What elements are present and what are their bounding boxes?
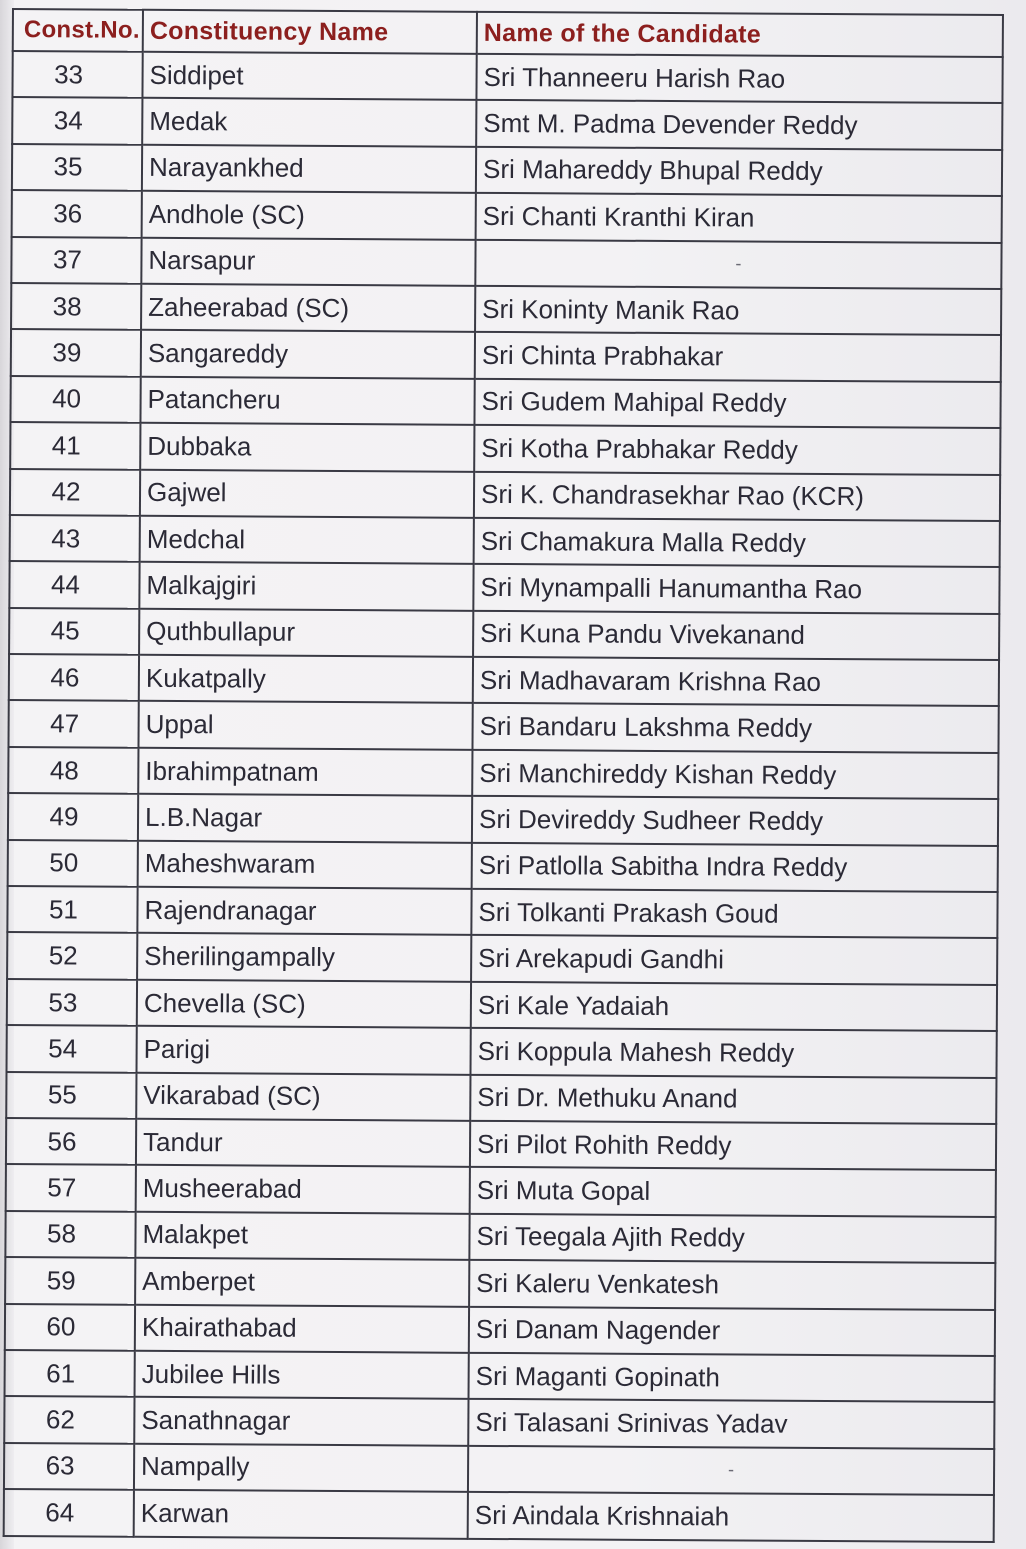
table-row xyxy=(9,654,999,706)
constituency-name-cell: Zaheerabad (SC) xyxy=(141,284,475,332)
constituency-name-cell: Amberpet xyxy=(135,1258,469,1306)
table-row xyxy=(6,1118,996,1170)
const-no-cell: 51 xyxy=(7,886,137,933)
candidate-name-cell: Sri Chamakura Malla Reddy xyxy=(474,518,1000,568)
table-row xyxy=(4,1396,994,1448)
table-row xyxy=(9,561,999,613)
constituency-name-cell: Narayankhed xyxy=(142,145,476,193)
constituency-name-cell: Rajendranagar xyxy=(137,887,471,935)
const-no-cell: 48 xyxy=(8,747,138,794)
candidate-name-cell: Sri Kaleru Venkatesh xyxy=(469,1260,995,1310)
const-no-cell: 47 xyxy=(8,700,138,747)
const-no-cell: 50 xyxy=(8,840,138,887)
table-row xyxy=(10,469,1000,521)
table-row xyxy=(5,1257,995,1309)
const-no-cell: 42 xyxy=(10,469,140,516)
const-no-cell: 36 xyxy=(12,190,142,237)
table-row xyxy=(7,932,997,984)
candidate-list-sheet xyxy=(3,8,1002,1543)
constituency-name-cell: Sanathnagar xyxy=(134,1397,468,1445)
const-no-cell: 44 xyxy=(9,561,139,608)
constituency-name-cell: Chevella (SC) xyxy=(137,980,471,1028)
const-no-cell: 40 xyxy=(10,376,140,423)
table-row xyxy=(4,1443,994,1495)
const-no-cell: 55 xyxy=(6,1072,136,1119)
table-row xyxy=(6,1164,996,1216)
header-row xyxy=(13,9,1003,57)
const-no-cell: 45 xyxy=(9,608,139,655)
const-no-cell: 39 xyxy=(11,329,141,376)
constituency-name-cell: L.B.Nagar xyxy=(138,794,472,842)
candidate-name-cell: Sri Kale Yadaiah xyxy=(471,982,997,1032)
const-no-cell: 35 xyxy=(12,144,142,191)
candidate-name-cell: Sri Talasani Srinivas Yadav xyxy=(468,1399,994,1449)
header-const-no: Const.No. xyxy=(13,9,143,52)
candidate-name-cell: Sri Dr. Methuku Anand xyxy=(470,1074,996,1124)
constituency-name-cell: Maheshwaram xyxy=(138,840,472,888)
const-no-cell: 52 xyxy=(7,932,137,979)
table-row xyxy=(8,793,998,845)
constituency-name-cell: Dubbaka xyxy=(140,423,474,471)
candidate-name-cell: Sri Aindala Krishnaiah xyxy=(468,1492,994,1542)
const-no-cell: 54 xyxy=(7,1025,137,1072)
candidate-name-cell: Sri Kotha Prabhakar Reddy xyxy=(474,425,1000,475)
const-no-cell: 53 xyxy=(7,979,137,1026)
candidate-name-cell: Sri Manchireddy Kishan Reddy xyxy=(472,750,998,800)
header-candidate-name: Name of the Candidate xyxy=(477,12,1003,57)
table-row xyxy=(11,329,1001,381)
constituency-name-cell: Siddipet xyxy=(142,52,476,100)
candidate-name-cell: Sri Chanti Kranthi Kiran xyxy=(476,193,1002,243)
const-no-cell: 62 xyxy=(4,1396,134,1443)
constituency-name-cell: Patancheru xyxy=(140,377,474,425)
table-row xyxy=(12,97,1002,149)
constituency-name-cell: Malkajgiri xyxy=(139,562,473,610)
constituency-name-cell: Sherilingampally xyxy=(137,933,471,981)
table-row xyxy=(9,608,999,660)
constituency-name-cell: Andhole (SC) xyxy=(142,191,476,239)
candidate-name-cell: Sri Muta Gopal xyxy=(470,1167,996,1217)
candidate-name-cell: - xyxy=(475,239,1001,289)
table-row xyxy=(8,747,998,799)
constituency-name-cell: Narsapur xyxy=(141,237,475,285)
constituency-name-cell: Uppal xyxy=(138,701,472,749)
table-row xyxy=(5,1304,995,1356)
candidate-name-cell: Sri Teegala Ajith Reddy xyxy=(469,1214,995,1264)
table-row xyxy=(12,190,1002,242)
const-no-cell: 41 xyxy=(10,422,140,469)
constituency-name-cell: Vikarabad (SC) xyxy=(136,1072,470,1120)
const-no-cell: 38 xyxy=(11,283,141,330)
candidate-name-cell: Sri Thanneeru Harish Rao xyxy=(476,54,1002,104)
candidate-name-cell: Smt M. Padma Devender Reddy xyxy=(476,100,1002,150)
candidate-name-cell: Sri Maganti Gopinath xyxy=(469,1353,995,1403)
header-constituency-name: Constituency Name xyxy=(143,10,477,54)
const-no-cell: 37 xyxy=(11,237,141,284)
constituency-name-cell: Tandur xyxy=(136,1119,470,1167)
candidate-name-cell: Sri Madhavaram Krishna Rao xyxy=(473,657,999,707)
constituency-name-cell: Karwan xyxy=(134,1490,468,1538)
const-no-cell: 61 xyxy=(5,1350,135,1397)
table-row xyxy=(12,51,1002,103)
const-no-cell: 49 xyxy=(8,793,138,840)
table-row xyxy=(12,144,1002,196)
const-no-cell: 46 xyxy=(9,654,139,701)
table-row xyxy=(11,283,1001,335)
candidate-name-cell: Sri Patlolla Sabitha Indra Reddy xyxy=(472,842,998,892)
candidate-name-cell: Sri K. Chandrasekhar Rao (KCR) xyxy=(474,471,1000,521)
const-no-cell: 34 xyxy=(12,97,142,144)
constituency-name-cell: Parigi xyxy=(137,1026,471,1074)
constituency-name-cell: Gajwel xyxy=(140,469,474,517)
table-row xyxy=(10,422,1000,474)
table-body xyxy=(4,51,1003,1542)
candidate-name-cell: Sri Koppula Mahesh Reddy xyxy=(470,1028,996,1078)
table-row xyxy=(10,515,1000,567)
table-row xyxy=(4,1489,994,1541)
constituency-name-cell: Kukatpally xyxy=(139,655,473,703)
table-header xyxy=(13,9,1003,57)
constituency-name-cell: Sangareddy xyxy=(141,330,475,378)
const-no-cell: 64 xyxy=(4,1489,134,1536)
const-no-cell: 58 xyxy=(5,1211,135,1258)
constituency-name-cell: Khairathabad xyxy=(135,1304,469,1352)
table-row xyxy=(7,979,997,1031)
candidate-name-cell: Sri Chinta Prabhakar xyxy=(475,332,1001,382)
candidate-name-cell: - xyxy=(468,1446,994,1496)
candidate-name-cell: Sri Kuna Pandu Vivekanand xyxy=(473,611,999,661)
table-row xyxy=(6,1072,996,1124)
const-no-cell: 60 xyxy=(5,1304,135,1351)
table-row xyxy=(7,886,997,938)
table-row xyxy=(5,1211,995,1263)
table-row xyxy=(7,1025,997,1077)
table-row xyxy=(10,376,1000,428)
constituency-name-cell: Malakpet xyxy=(135,1212,469,1260)
const-no-cell: 56 xyxy=(6,1118,136,1165)
table-row xyxy=(8,700,998,752)
constituency-name-cell: Musheerabad xyxy=(136,1165,470,1213)
candidate-name-cell: Sri Gudem Mahipal Reddy xyxy=(474,379,1000,429)
constituency-name-cell: Medchal xyxy=(140,516,474,564)
constituency-name-cell: Quthbullapur xyxy=(139,608,473,656)
candidate-table xyxy=(3,8,1004,1543)
const-no-cell: 59 xyxy=(5,1257,135,1304)
candidate-name-cell: Sri Koninty Manik Rao xyxy=(475,286,1001,336)
const-no-cell: 43 xyxy=(10,515,140,562)
constituency-name-cell: Nampally xyxy=(134,1443,468,1491)
constituency-name-cell: Medak xyxy=(142,98,476,146)
table-row xyxy=(11,237,1001,289)
table-row xyxy=(5,1350,995,1402)
const-no-cell: 57 xyxy=(6,1164,136,1211)
candidate-name-cell: Sri Arekapudi Gandhi xyxy=(471,935,997,985)
candidate-name-cell: Sri Bandaru Lakshma Reddy xyxy=(472,703,998,753)
constituency-name-cell: Jubilee Hills xyxy=(135,1351,469,1399)
candidate-name-cell: Sri Mynampalli Hanumantha Rao xyxy=(473,564,999,614)
const-no-cell: 63 xyxy=(4,1443,134,1490)
const-no-cell: 33 xyxy=(12,51,142,98)
candidate-name-cell: Sri Danam Nagender xyxy=(469,1306,995,1356)
table-row xyxy=(8,840,998,892)
candidate-name-cell: Sri Pilot Rohith Reddy xyxy=(470,1121,996,1171)
candidate-name-cell: Sri Mahareddy Bhupal Reddy xyxy=(476,147,1002,197)
candidate-name-cell: Sri Devireddy Sudheer Reddy xyxy=(472,796,998,846)
candidate-name-cell: Sri Tolkanti Prakash Goud xyxy=(471,889,997,939)
constituency-name-cell: Ibrahimpatnam xyxy=(138,748,472,796)
